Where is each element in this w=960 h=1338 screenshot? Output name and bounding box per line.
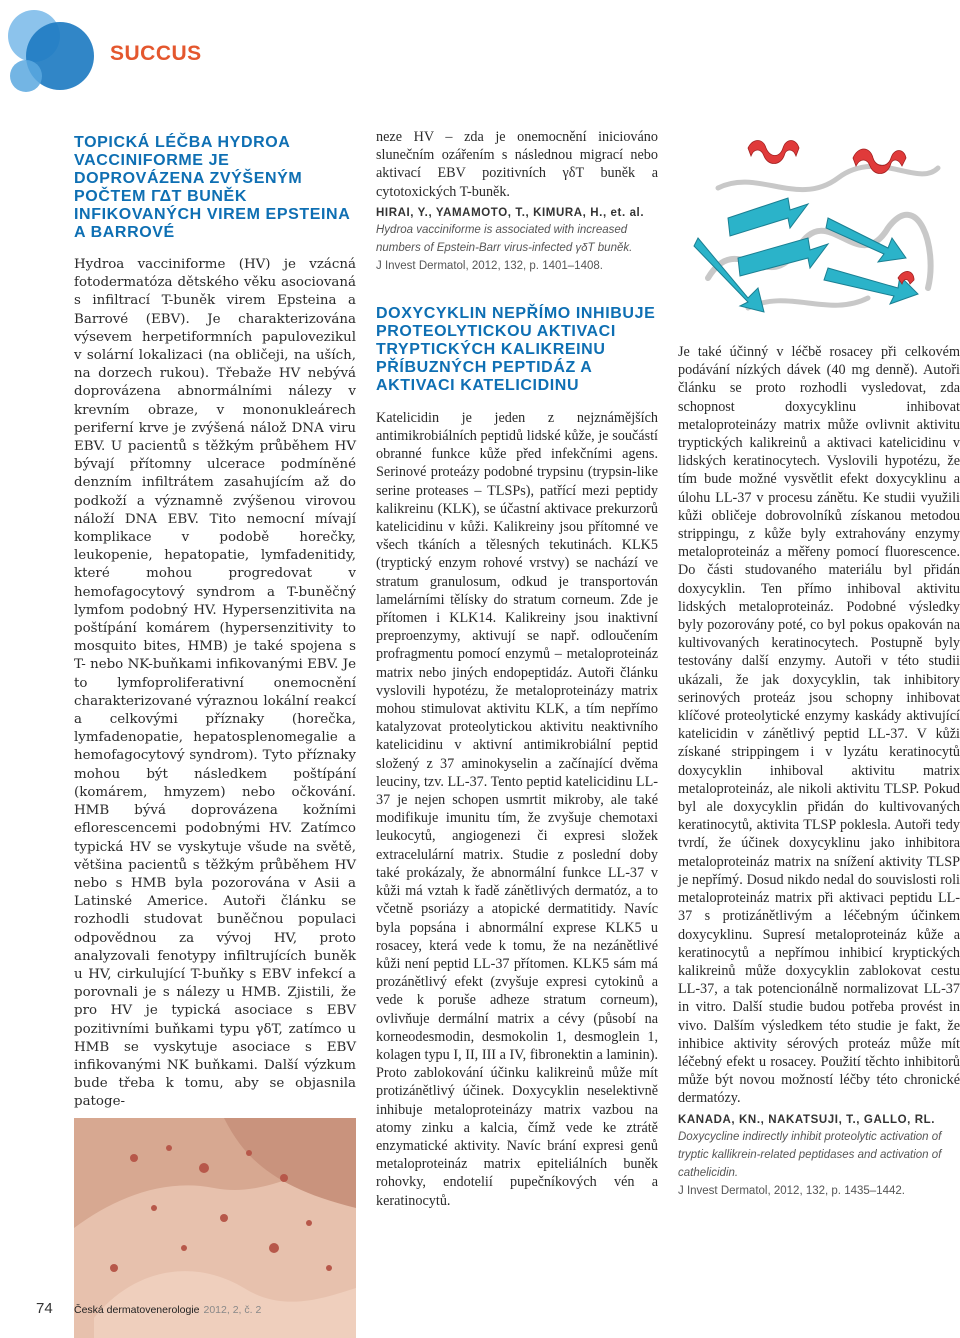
column-2 <box>376 128 658 1210</box>
article1-ref-journal: J Invest Dermatol, 2012, 132, p. 1401–1408. <box>376 259 603 272</box>
article2-ref-authors: KANADA, KN., NAKATSUJI, T., GALLO, RL. <box>678 1113 936 1126</box>
article1-body: Hydroa vacciniforme (HV) je vzácná fotodermatóza dětského věku asociovaná s infiltrací T-buněk virem Epsteina a Barrové (EBV). Je charakterizována výsevem herpetiformních papulovezikul v solární lokalizaci (na obličeji, na uších, na dorzech rukou). Třebaže HV nebývá doprovázena abnormálními nálezy v krevním obraze, v mononukleárech periferní krve je zvýšená nálož DNA viru EBV. U pacientů s těžkým průběhem HV bývají přítomny ulcerace podmíněné denzním infiltrátem zasahujícím až do podkoží a významně zvýšenou virovou náloží DNA EBV. Tito nemocní mívají komplikace v podobě horečky, leukopenie, hepatopatie, lymfadenitidy, které mohou progredovat v hemofagocytový syndrom a T-buněčný lymfom podobný HV. Hypersenzitivita na poštípání komárem (hypersenzitivity to mosquito bites, HMB) je také spojena s T- nebo NK-buňkami infikovanými EBV. Je to lymfoproliferativní onemocnění charakterizované výraznou lokální reakcí a celkovými příznaky (horečka, lymfadenopatie, hepatosplenomegalie a hemofagocytový syndrom). Tyto příznaky mohou být následkem poštípání (komárem, hmyzem) nebo očkování. HMB bývá doprovázena kožními eflorescencemi podobnými HV. Zatímco typická HV se vyskytuje všude na světě, většina pacientů s těžkým průběhem HV nebo s HMB byla pozorována v Asii a Latinské Americe. Autoři článku se rozhodli studovat buněčnou populaci odpovědnou za vývoj HV, proto analyzovali fenotypy infiltrujících buněk u HV, cirkulující T-buňky s EBV infekcí a porovnali je s nálezy u HMB. Zjistili, že pro HV je typická asociace s EBV pozitivními buňkami typu γδT, zatímco u HMB se vyskytuje asociace s EBV infikovanými NK buňkami. Další výzkum bude třeba k tomu, aby se objasnila patoge- <box>74 257 356 1110</box>
article2-ref-title: Doxycycline indirectly inhibit proteolytic activation of tryptic kallikrein-related peptidases and activation of cathelicidin. <box>678 1130 942 1179</box>
article2-ref-journal: J Invest Dermatol, 2012, 132, p. 1435–1442. <box>678 1184 905 1197</box>
page-number: 74 <box>36 1300 53 1317</box>
article2-body-continued: Je také účinný v léčbě rosacey při celkovém podávání nízkých dávek (40 mg denně). Autoři článku se proto rozhodli vysledovat, zda schopnost doxycyklinu inhibovat metaloproteinázy matrix může ovlivnit aktivitu tryptických kalikreinů a aktivaci katelicidinu v lidských keratinocytech. Vyslovili hypotézu, že tím bude možné vysvětlit efekt doxycyklinu a úlohu LL-37 v procesu zánětu. Ke studii využili kůži obličeje dobrovolníků získanou metodou strippingu, z kůže byly extrahovány enzymy metaloproteináz a měřeny pomocí fluorescence. Do části studovaného materiálu byl přidán doxycyklin. Ten přímo inhiboval aktivitu lidských metaloproteináz. Podobné výsledky byly pozorovány poté, co byl pokus opakován na kultivovaných keratinocytech. Postupně byly testovány další enzymy. Autoři v této studii ukázali, že jak doxycyklin, tak inhibitory serinových proteáz jsou schopny inhibovat klíčové proteolytické enzymy kaskády aktivující katelicidin v zánětlivý peptid LL-37. V kůži získané strippingem i v lyzátu keratinocytů doxycyklin inhiboval aktivitu matrix metaloproteináz, ale nikoli aktivitu TLSP. Pokud byl ale doxycyklin přidán do kultivovaných keratinocytů, aktivita TLSP poklesla. Autoři tedy tvrdí, že účinek doxycyklinu jako inhibitora metaloproteináz matrix na snížení aktivity TLSP je nepřímý. Dosud nikdo nedal do souvislosti roli metaloproteináz matrix při aktivaci peptidu LL-37 s protizánětlivým a léčebným účinkem doxycyklinu. Supresí metaloproteináz kůže a keratinocytů a nepřímou inhibicí kryptických kalikreinů může doxycyklin zablokovat cestu LL-37, a tak potencionálně normalizovat LL-37 in vitro. Další studie budou potřeba provést in vivo. Dalším výsledkem této studie je fakt, že inhibice aktivity sérových proteáz může mít léčebný efekt u rosacey. Použití těchto inhibitorů může být novou možností léčby této chronické dermatózy. <box>678 344 960 1107</box>
column-3 <box>678 343 960 1200</box>
article1-continuation: neze HV – zda je onemocnění iniciováno slunečním ozářením s následnou migrací nebo aktivací EBV pozitivních γδT buněk a cytotoxických T-buněk. <box>376 129 658 200</box>
footer-journal <box>74 1304 261 1316</box>
journal-name: Česká dermatovenerologie <box>74 1304 200 1316</box>
section-label: SUCCUS <box>110 42 202 65</box>
article1-ref-authors: HIRAI, Y., YAMAMOTO, T., KIMURA, H., et. al. <box>376 206 645 219</box>
article2-title: DOXYCYKLIN NEPŘÍMO INHIBUJE PROTEOLYTICKOU AKTIVACI TRYPTICKÝCH KALIKREINU PŘÍBUZNÝCH PEPTIDÁZ A AKTIVACI KATELICIDINU <box>376 304 656 394</box>
article1-title: TOPICKÁ LÉČBA HYDROA VACCINIFORME JE DOPROVÁZENA ZVÝŠENÝM POČTEM ΓΔT BUNĚK INFIKOVANÝCH VIREM EPSTEINA A BARROVÉ <box>74 134 350 241</box>
column-1 <box>74 128 356 1338</box>
article2-body: Katelicidin je jeden z nejznámějších antimikrobiálních peptidů lidské kůže, je součástí obranné funkce kůže před infekčními agens. Serinové proteázy podobné trypsinu (trypsin-like serine proteases – TLSPs), patřící mezi peptidy kalikreinu (KLK), se účastní aktivace prekurzorů katelicidinu v kůži. Kalikreiny jsou přítomné ve všech tkáních a tělesných tekutinách. KLK5 (tryptický enzym rohové vrstvy) se nachází ve stratum granulosum, odkud je transportován lamelárními tělísky do stratum corneum. Zde je přítomen i KLK14. Kalikreiny jsou inaktivní preproenzymy, aktivují se např. odloučením profragmentu pomocí enzymů – metaloproteináz matrix nebo jiných endopeptidáz. Autoři článku vyslovili hypotézu, že metaloproteinázy matrix mohou stimulovat aktivitu KLK, a tím nepřímo katalyzovat proteolytickou aktivitu neaktivního katelicidinu v aktivní antimikrobiální peptid složený z 37 aminokyselin a začínající dvěma leuciny, tzv. LL-37. Tento peptid katelicidinu LL-37 je nejen schopen usmrtit mikroby, ale také modifikuje imunitu tím, že zvyšuje chemotaxi leukocytů, angiogenezi či expresi složek extracelulární matrix. Studie z poslední doby také prokázaly, že abnormální funkce LL-37 v kůži má vztah k řadě zánětlivých dermatóz, a to včetně psoriázy a atopické dermatitidy. Navíc byla popsána i abnormální exprese KLK5 u rosacey, která vede k tomu, že na nezánětlivé kůži není peptid LL-37 přítomen. KLK5 sám má prozánětlivý efekt (zvyšuje expresi cytokinů a vede k poruše adhezе stratum corneum), ovlivňuje dermální matrix a cévy (působí na korneodesmodin, desmokolin 1, desmoglein 1, kolagen typu I, II, III a IV, fibronektin a laminin). Proto zablokování účinku kalikreinů může mít protizánětlivý účinek. Doxycyklin neselektivně inhibuje metaloproteinázy matrix vazbou na atomy zinku a kalcia, čímž vede ke ztrátě enzymatické aktivity. Navíc brání expresi genů metaloproteináz matrix epiteliálních buněk rohovky, endotelií pupečníkových vén a keratinocytů. <box>376 409 658 1209</box>
protein-structure-image <box>678 128 960 332</box>
logo-circles-icon <box>4 4 100 100</box>
article1-ref-title: Hydroa vacciniforme is associated with increased numbers of Epstein-Barr virus-infected γδT buněk. <box>376 223 633 254</box>
journal-issue: 2012, 2, č. 2 <box>203 1304 262 1316</box>
